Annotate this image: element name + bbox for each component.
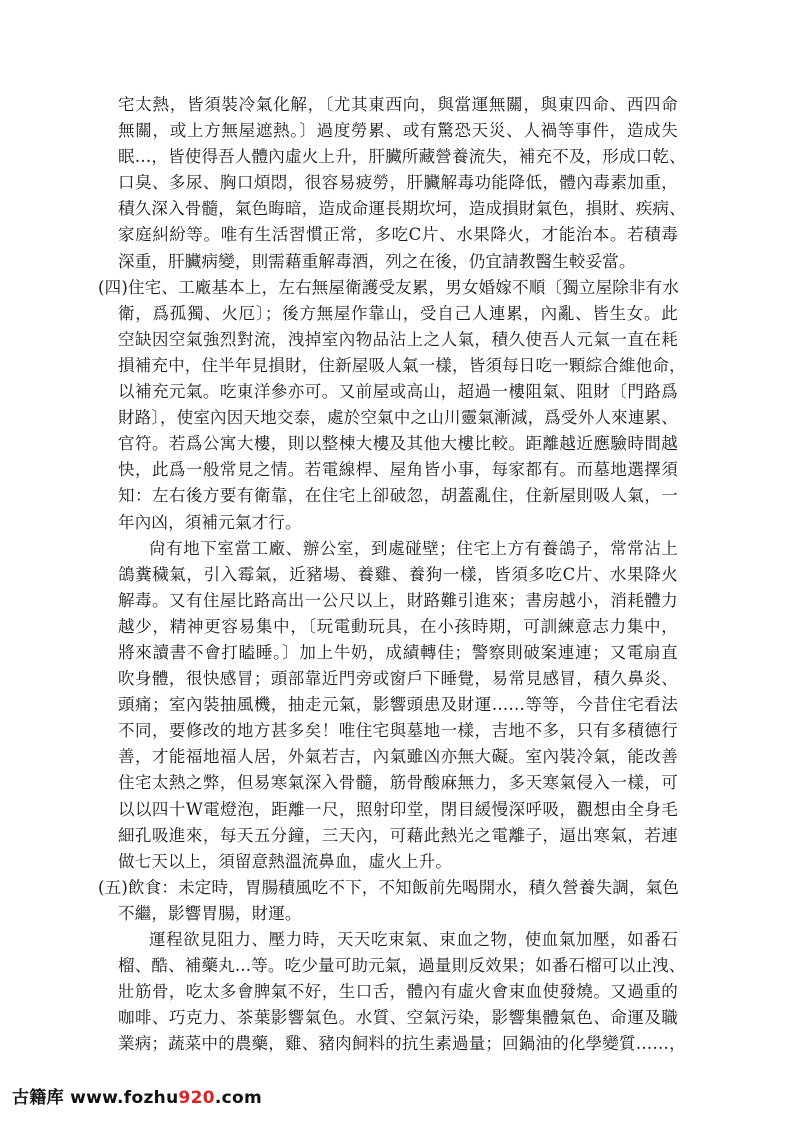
text-line: 無關，或上方無屋遮熱。〕過度勞累、或有驚恐天災、人禍等事件，造成失	[118, 121, 678, 141]
text-line: 以以四十W電燈泡，距離一尺，照射印堂，閉目緩慢深呼吸，觀想由全身毛	[118, 799, 678, 819]
text-line: 不繼，影響胃腸，財運。	[118, 903, 302, 923]
text-line: 越少，精神更容易集中，〔玩電動玩具，在小孩時期，可訓練意志力集中，	[118, 616, 678, 636]
text-line: 將來讀書不會打瞌睡。〕加上牛奶，成績轉佳；警察則破案連連；又電扇直	[118, 642, 678, 662]
text-line: 宅太熱，皆須裝冷氣化解，〔尤其東西向，與當運無關，與東四命、西四命	[118, 95, 678, 114]
text-line: 官符。若爲公寓大樓，則以整棟大樓及其他大樓比較。距離越近應驗時間越	[118, 434, 678, 454]
text-line: 年內凶，須補元氣才行。	[118, 512, 302, 532]
text-line: 解毒。又有住屋比路高出一公尺以上，財路難引進來；書房越小，消耗體力	[118, 590, 678, 610]
text-line: 吹身體，很快感冒；頭部靠近門旁或窗戶下睡覺，易常見感冒，積久鼻炎、	[118, 669, 678, 689]
text-line: 住宅太熱之弊，但易寒氣深入骨髓，筋骨酸麻無力，多天寒氣侵入一樣，可	[118, 773, 678, 793]
text-line: 空缺因空氣強烈對流，洩掉室內物品沾上之人氣，積久使吾人元氣一直在耗	[118, 329, 678, 349]
text-line: 頭痛；室內裝抽風機，抽走元氣，影響頭患及財運……等等，今昔住宅看法	[118, 695, 678, 715]
site-watermark	[12, 1083, 262, 1108]
text-line: 咖啡、巧克力、茶葉影響氣色。水質、空氣污染，影響集體氣色、命運及職	[118, 1008, 678, 1028]
text-line: 細孔吸進來，每天五分鐘，三天內，可藉此熱光之電離子，逼出寒氣，若連	[118, 825, 678, 845]
text-line: 業病；蔬菜中的農藥，雞、豬肉飼料的抗生素過量；回鍋油的化學變質……，	[118, 1034, 686, 1054]
text-line: 積久深入骨髓，氣色晦暗，造成命運長期坎坷，造成損財氣色，損財、疾病、	[118, 199, 686, 219]
paragraph-start: 運程欲見阻力、壓力時，天天吃束氣、束血之物，使血氣加壓，如番石	[149, 930, 678, 949]
watermark-number: 920	[178, 1088, 215, 1108]
text-line: 榴、酷、補藥丸...等。吃少量可助元氣，過量則反效果；如番石榴可以止洩、	[118, 956, 686, 976]
text-line: 眠…，皆使得吾人體內虛火上升，肝臟所藏營養流失，補充不及，形成口乾、	[118, 147, 686, 167]
text-line: 以補充元氣。吃東洋參亦可。又前屋或高山，超過一樓阻氣、阻財〔門路爲	[118, 382, 678, 402]
text-line: 知：左右後方要有衛靠，在住宅上卻破忽，胡蓋亂住，住新屋則吸人氣，一	[118, 486, 678, 506]
text-line: 口臭、多尿、胸口煩悶，很容易疲勞，肝臟解毒功能降低，體內毒素加重，	[118, 173, 678, 193]
section-heading-4: (四)住宅、工廠基本上，左右無屋衛護受友累，男女婚嫁不順〔獨立屋除非有水	[98, 277, 680, 297]
text-line: 壯筋骨，吃太多會脾氣不好，生口舌，體內有虛火會束血使發燒。又過重的	[118, 982, 678, 1002]
text-line: 做七天以上，須留意熱溫流鼻血，虛火上升。	[118, 851, 452, 871]
text-line: 財路〕，使室內因天地交泰，處於空氣中之山川靈氣漸減，爲受外人來連累、	[118, 408, 678, 428]
text-line: 快，此爲一般常見之情。若電線桿、屋角皆小事，每家都有。而墓地選擇須	[118, 460, 678, 480]
document-body	[98, 92, 686, 1057]
watermark-suffix: .com	[214, 1088, 263, 1108]
text-line: 衛，爲孤獨、火厄〕；後方無屋作靠山，受自己人連累，內亂、皆生女。此	[118, 303, 678, 323]
text-line: 善，才能福地福人居，外氣若吉，內氣雖凶亦無大礙。室內裝冷氣，能改善	[118, 747, 678, 767]
text-line: 損補充中，住半年見損財，住新屋吸人氣一樣，皆須每日吃一顆綜合維他命，	[118, 355, 686, 375]
section-heading-5: (五)飲食：未定時，胃腸積風吃不下，不知飯前先喝開水，積久營養失調，氣色	[98, 877, 680, 897]
watermark-prefix: 古籍库 www.fozhu	[12, 1088, 179, 1108]
text-line: 家庭糾紛等。唯有生活習慣正常，多吃C片、水果降火，才能治本。若積毒	[118, 225, 678, 245]
paragraph-start: 尙有地下室當工廠、辦公室，到處碰壁；住宅上方有養鴿子，常常沾上	[149, 538, 678, 558]
text-line: 深重，肝臟病變，則需藉重解毒酒，列之在後，仍宜請教醫生較妥當。	[118, 251, 636, 271]
text-line: 不同，要修改的地方甚多矣！唯住宅與墓地一樣，吉地不多，只有多積德行	[118, 721, 678, 741]
text-line: 鴿糞穢氣，引入霉氣，近豬場、養雞、養狗一樣，皆須多吃C片、水果降火	[118, 564, 678, 584]
